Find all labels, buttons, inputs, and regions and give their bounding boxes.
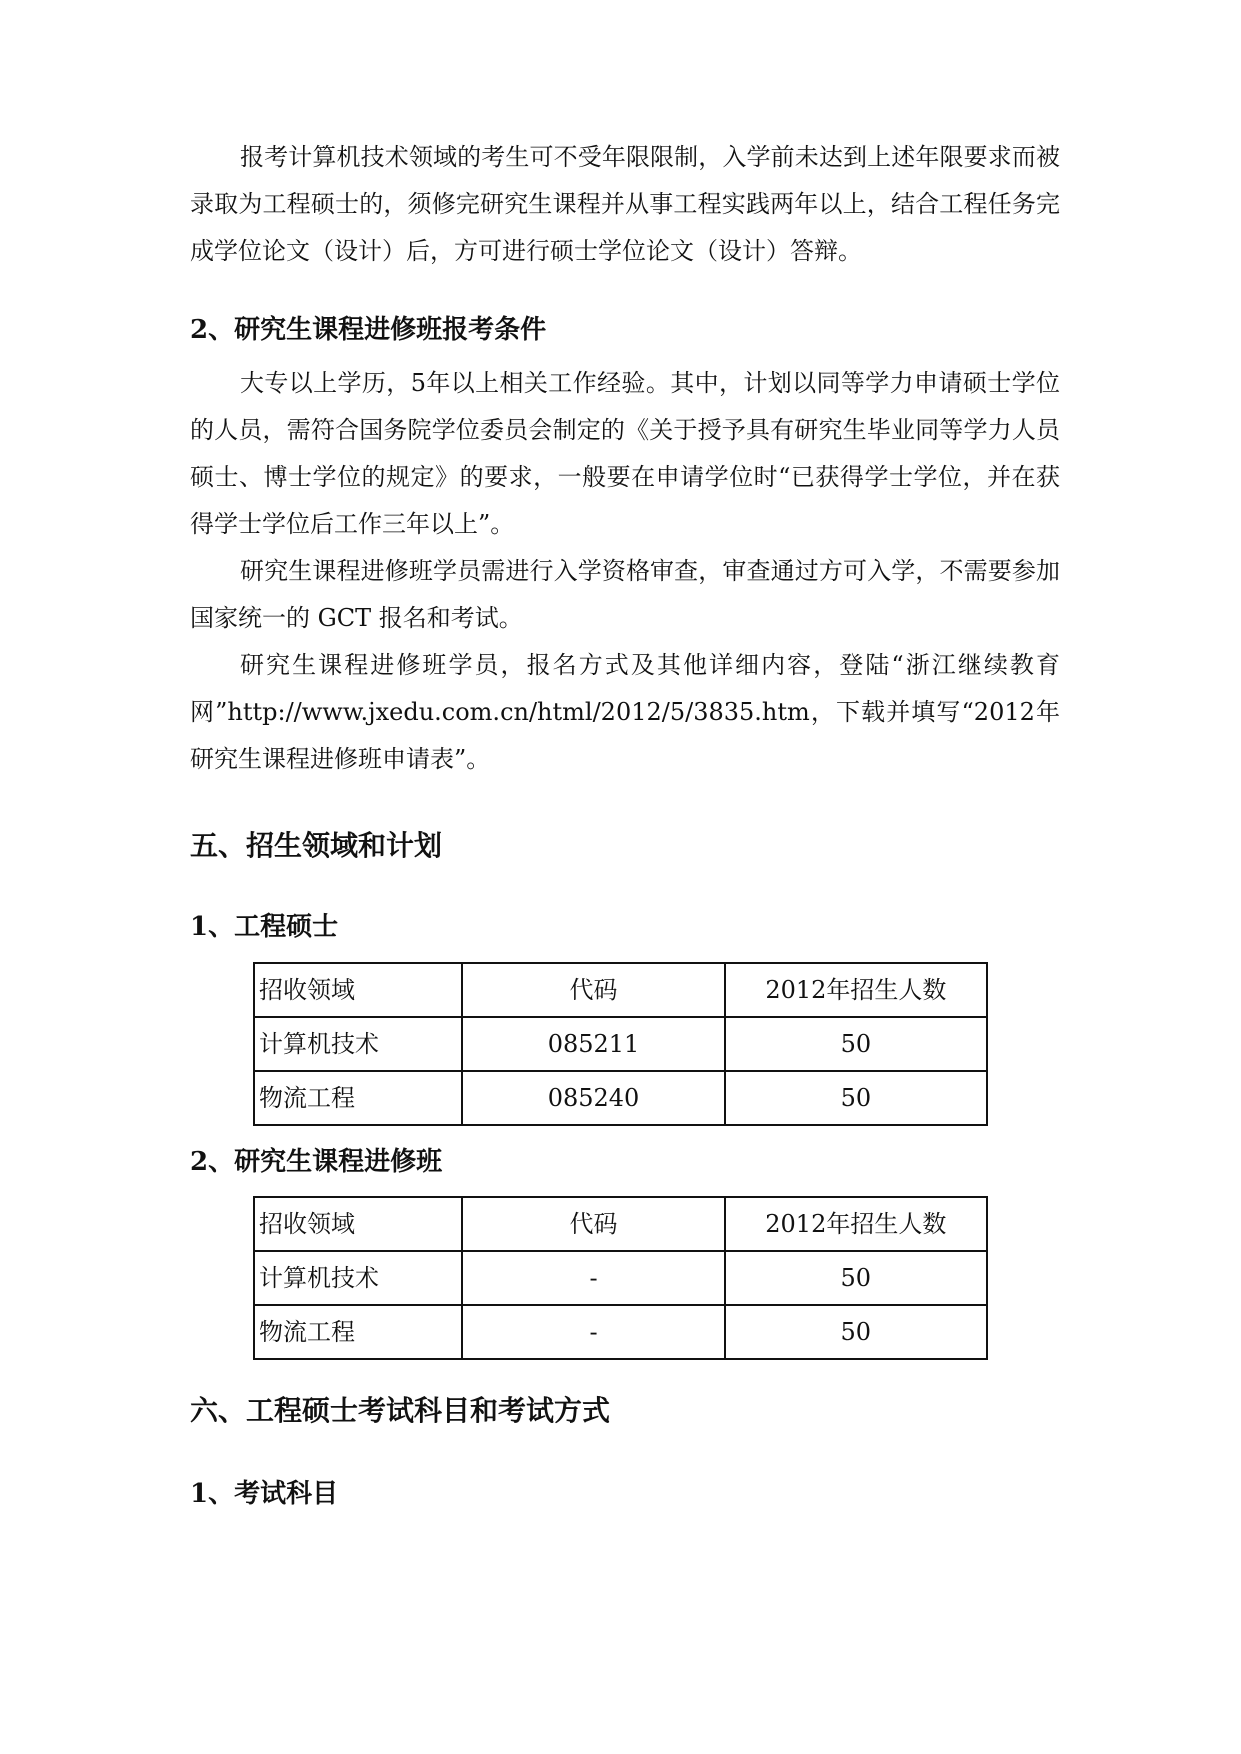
heading-engineering-master: 1、工程硕士	[190, 912, 339, 942]
cell-code: -	[462, 1251, 724, 1305]
heading-section-six: 六、工程硕士考试科目和考试方式	[190, 1394, 611, 1427]
paragraph-computer-tech-exemption: 报考计算机技术领域的考生可不受年限限制，入学前未达到上述年限要求而被录取为工程硕士的，须修完研究生课程并从事工程实践两年以上，结合工程任务完成学位论文（设计）后，方可进行硕士学位论文（设计）答辩。	[190, 143, 1060, 265]
cell-field: 物流工程	[254, 1071, 462, 1125]
table-row	[254, 1305, 987, 1359]
column-header-code: 代码	[462, 963, 724, 1017]
heading-course-class-conditions: 2、研究生课程进修班报考条件	[190, 315, 547, 345]
heading-exam-subjects: 1、考试科目	[190, 1479, 339, 1509]
cell-enrollment: 50	[725, 1017, 987, 1071]
paragraph-education-requirements: 大专以上学历，5年以上相关工作经验。其中，计划以同等学力申请硕士学位的人员，需符合国务院学位委员会制定的《关于授予具有研究生毕业同等学力人员硕士、博士学位的规定》的要求，一般要在申请学位时“已获得学士学位，并在获得学士学位后工作三年以上”。	[190, 369, 1060, 538]
cell-field: 计算机技术	[254, 1017, 462, 1071]
cell-enrollment: 50	[725, 1251, 987, 1305]
cell-code: -	[462, 1305, 724, 1359]
heading-section-five: 五、招生领域和计划	[190, 829, 443, 862]
column-header-code: 代码	[462, 1197, 724, 1251]
cell-field: 物流工程	[254, 1305, 462, 1359]
table-header-row	[254, 963, 987, 1017]
cell-code: 085211	[462, 1017, 724, 1071]
column-header-field: 招收领域	[254, 963, 462, 1017]
cell-code: 085240	[462, 1071, 724, 1125]
paragraph-qualification-review: 研究生课程进修班学员需进行入学资格审查，审查通过方可入学，不需要参加国家统一的 GCT 报名和考试。	[190, 557, 1060, 632]
cell-enrollment: 50	[725, 1305, 987, 1359]
table-course-class-plan	[253, 1196, 988, 1360]
table-row	[254, 1071, 987, 1125]
table-engineering-master-plan	[253, 962, 988, 1126]
column-header-enrollment: 2012年招生人数	[725, 963, 987, 1017]
heading-course-class: 2、研究生课程进修班	[190, 1147, 443, 1177]
table-row	[254, 1251, 987, 1305]
paragraph-registration-method: 研究生课程进修班学员，报名方式及其他详细内容，登陆“浙江继续教育网”http://www.jxedu.com.cn/html/2012/5/3835.htm，下载并填写“2012年研究生课程进修班申请表”。	[190, 651, 1060, 773]
column-header-enrollment: 2012年招生人数	[725, 1197, 987, 1251]
table-header-row	[254, 1197, 987, 1251]
table-row	[254, 1017, 987, 1071]
cell-enrollment: 50	[725, 1071, 987, 1125]
column-header-field: 招收领域	[254, 1197, 462, 1251]
cell-field: 计算机技术	[254, 1251, 462, 1305]
